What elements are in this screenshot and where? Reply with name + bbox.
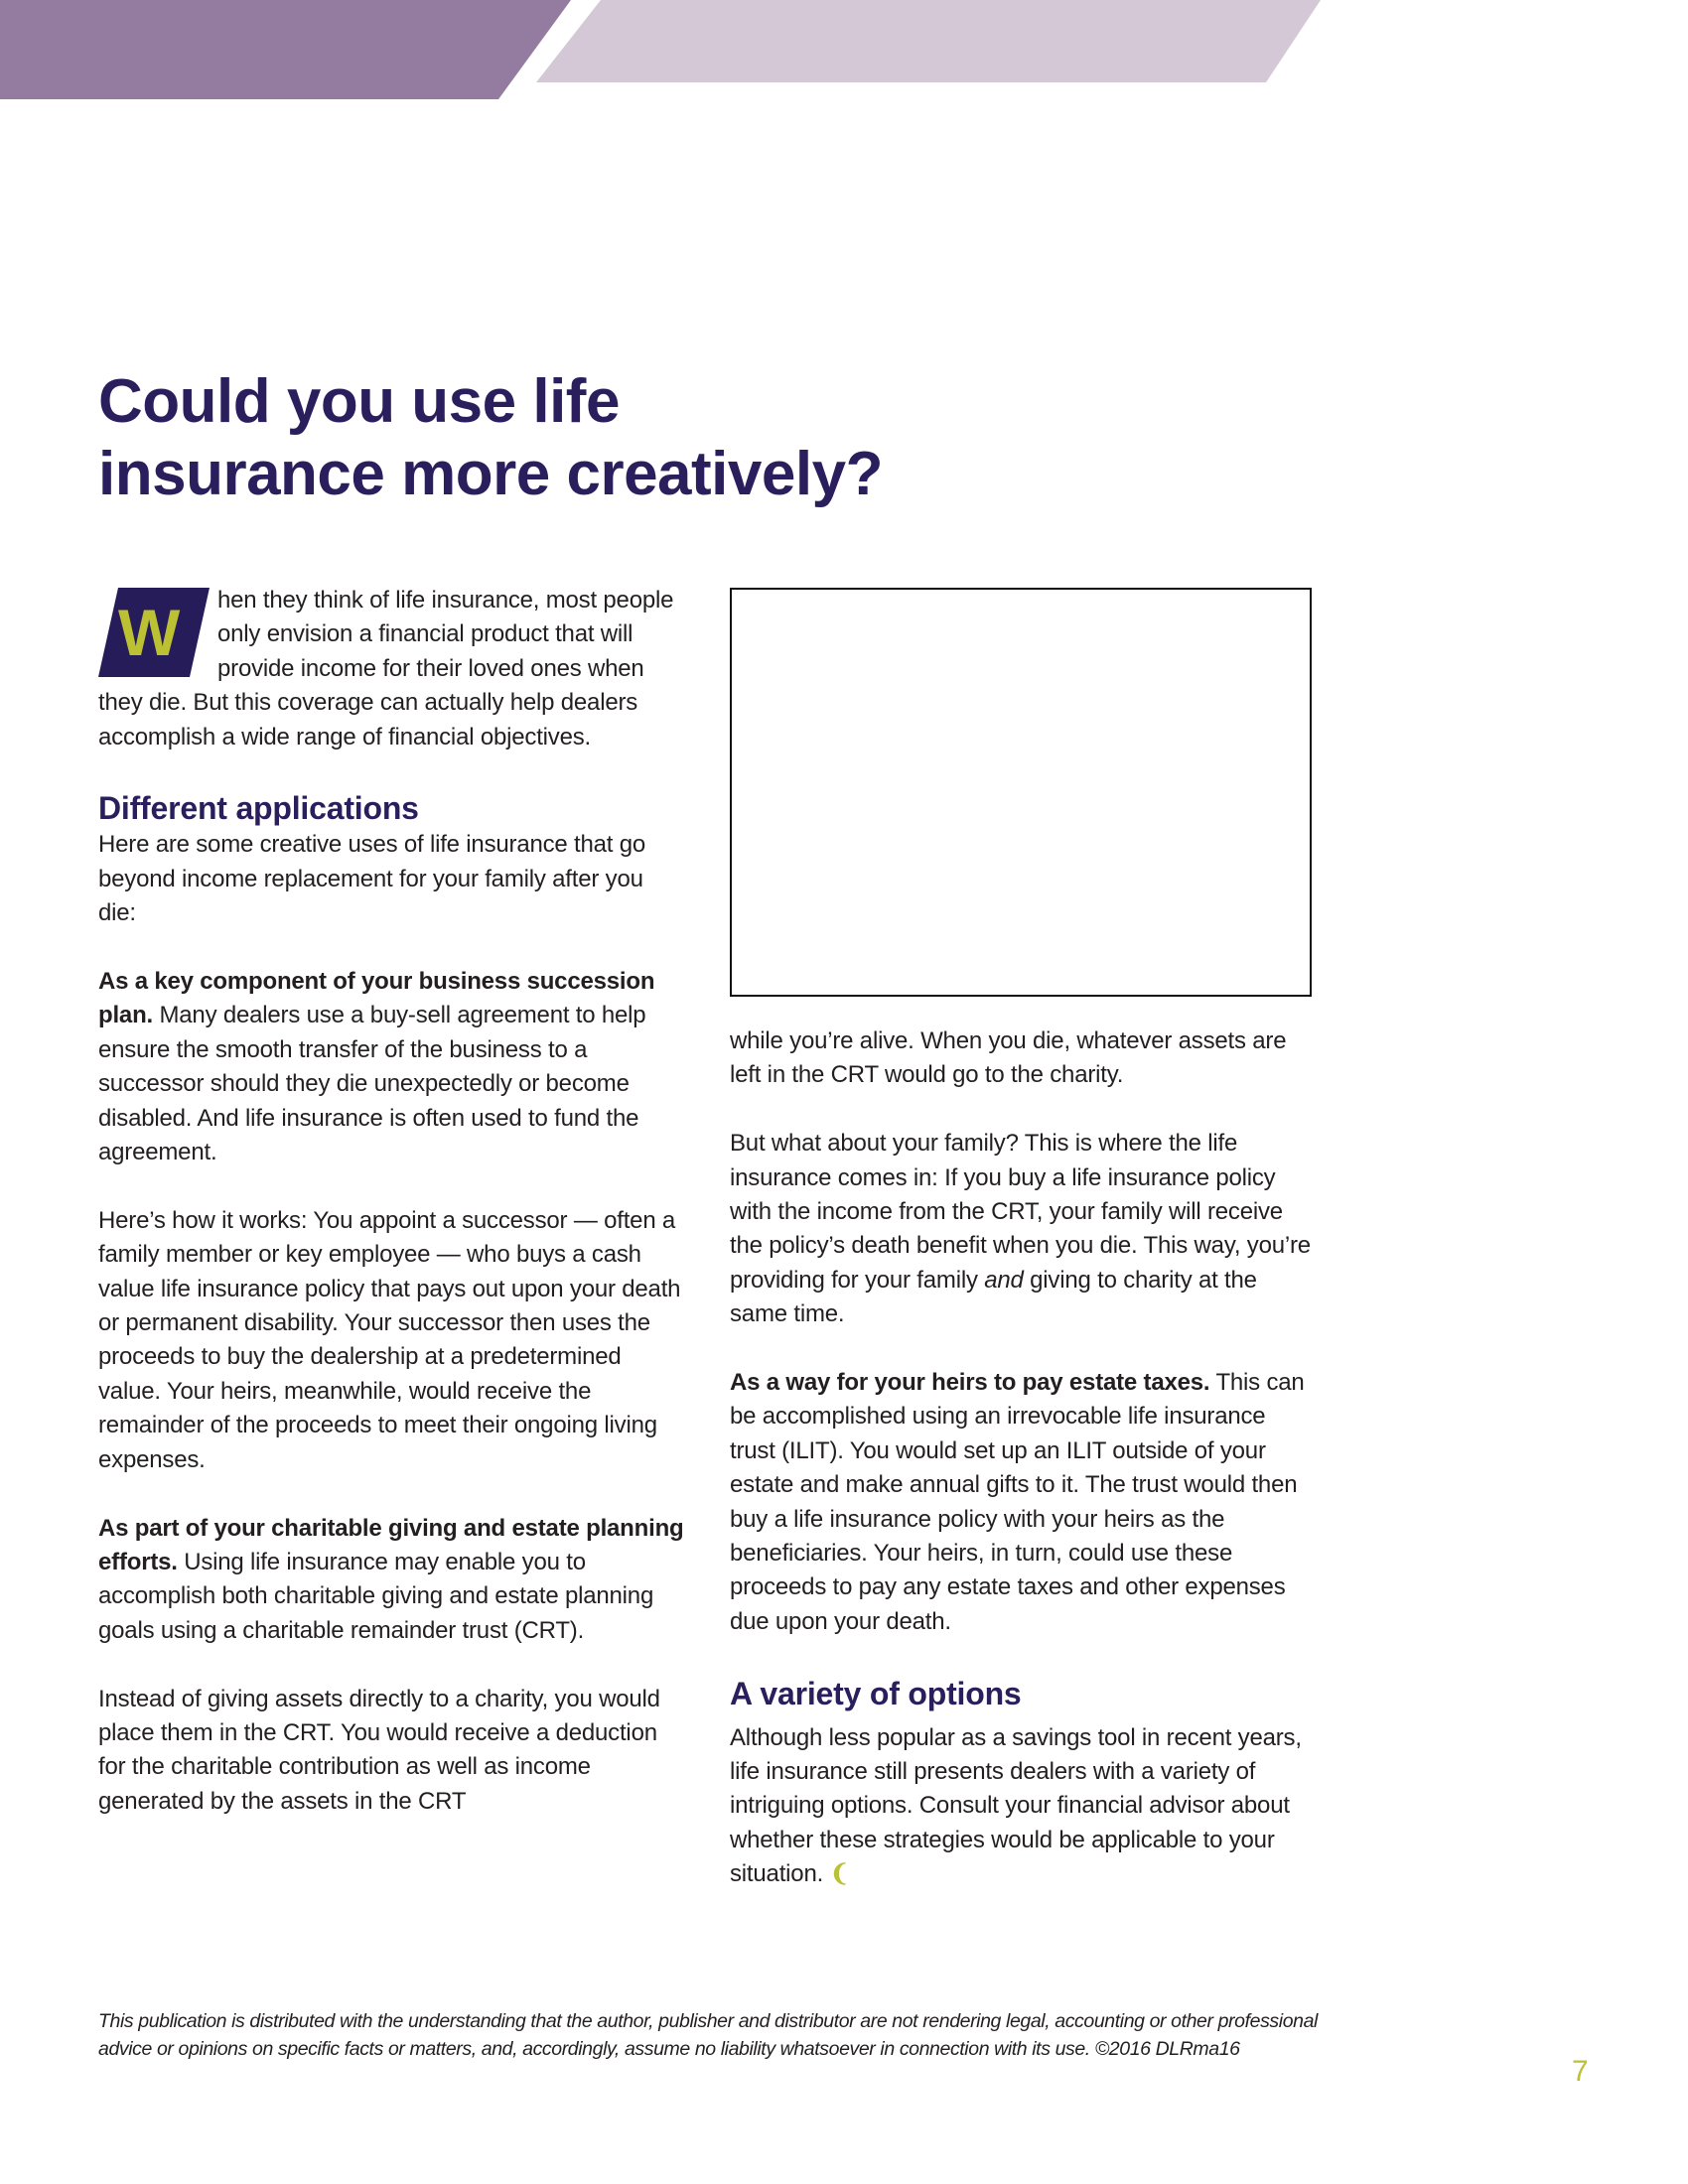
right-column — [730, 1024, 1316, 1926]
header-band-dark — [0, 0, 571, 99]
paragraph-text: Although less popular as a savings tool in recent years, life insurance still presents dealers with a variety of intriguing options. Consult your financial advisor about whether these strategies would be applicable to your situation. — [730, 1723, 1302, 1888]
paragraph — [730, 1127, 1316, 1331]
paragraph: Here’s how it works: You appoint a successor — often a family member or key employee — who buys a cash value life insurance policy that pays out upon your death or permanent disability. Your successor then uses the proceeds to buy the dealership at a predetermined value. Your heirs, meanwhile, would receive the remainder of the proceeds to meet their ongoing living expenses. — [98, 1206, 681, 1473]
left-column — [98, 584, 684, 1853]
header-band-light — [536, 0, 1321, 82]
intro-text: hen they think of life insurance, most people only envision a financial product that will provide income for their loved ones when they die. But this coverage can actually help dealers accomplish a wide range of financial objectives. — [98, 587, 674, 751]
page-title — [98, 365, 883, 510]
title-line-1: Could you use life — [98, 367, 620, 436]
paragraph — [730, 1721, 1316, 1892]
end-mark-icon: ❨ — [829, 1860, 850, 1888]
section-heading-variety-of-options: A variety of options — [730, 1675, 1022, 1711]
paragraph-text: giving to charity at the same time. — [730, 1266, 1257, 1328]
section-heading-different-applications: Different applications — [98, 790, 419, 827]
paragraph-text: This can be accomplished using an irrevocable life insurance trust (ILIT). You would set up an ILIT outside of your estate and make annual gifts to it. The trust would then buy a life insurance policy with your heirs as the beneficiaries. Your heirs, in turn, could use these proceeds to pay any estate taxes and other expenses due upon your death. — [730, 1369, 1305, 1635]
image-placeholder — [730, 588, 1312, 997]
drop-cap — [98, 588, 210, 677]
emphasis: and — [984, 1266, 1024, 1294]
title-line-2: insurance more creatively? — [98, 440, 883, 508]
paragraph-text: Using life insurance may enable you to accomplish both charitable giving and estate planning goals using a charitable remainder trust (CRT). — [98, 1548, 654, 1644]
paragraph-text: But what about your family? This is where the life insurance comes in: If you buy a life insurance policy with the income from the CRT, your family will receive the policy’s death benefit when you die. This way, you’re providing for your family — [730, 1130, 1311, 1294]
paragraph — [98, 965, 684, 1169]
paragraph — [730, 1366, 1316, 1639]
paragraph: Instead of giving assets directly to a charity, you would place them in the CRT. You would receive a deduction for the charitable contribution as well as income generated by the assets in the CRT — [98, 1685, 660, 1815]
bold-lead: As a key component of your business succession plan. — [98, 968, 655, 1029]
intro-paragraph — [98, 584, 684, 754]
bold-lead: As part of your charitable giving and estate planning efforts. — [98, 1514, 684, 1575]
drop-cap-letter: W — [117, 596, 181, 669]
paragraph — [98, 1512, 684, 1649]
page-number: 7 — [1572, 2055, 1589, 2088]
bold-lead: As a way for your heirs to pay estate taxes. — [730, 1369, 1210, 1397]
paragraph: Here are some creative uses of life insurance that go beyond income replacement for your family after you die: — [98, 831, 646, 927]
footer-disclaimer: This publication is distributed with the understanding that the author, publisher and distributor are not rendering legal, accounting or other professional advice or opinions on specific facts or matters, and, accordingly, assume no liability whatsoever in connection with its use. ©2016 DLRma16 — [98, 2010, 1318, 2060]
paragraph: while you’re alive. When you die, whatever assets are left in the CRT would go to the charity. — [730, 1027, 1287, 1089]
paragraph-text: Many dealers use a buy-sell agreement to help ensure the smooth transfer of the business to a successor should they die unexpectedly or become disabled. And life insurance is often used to fund the agreement. — [98, 1002, 646, 1166]
